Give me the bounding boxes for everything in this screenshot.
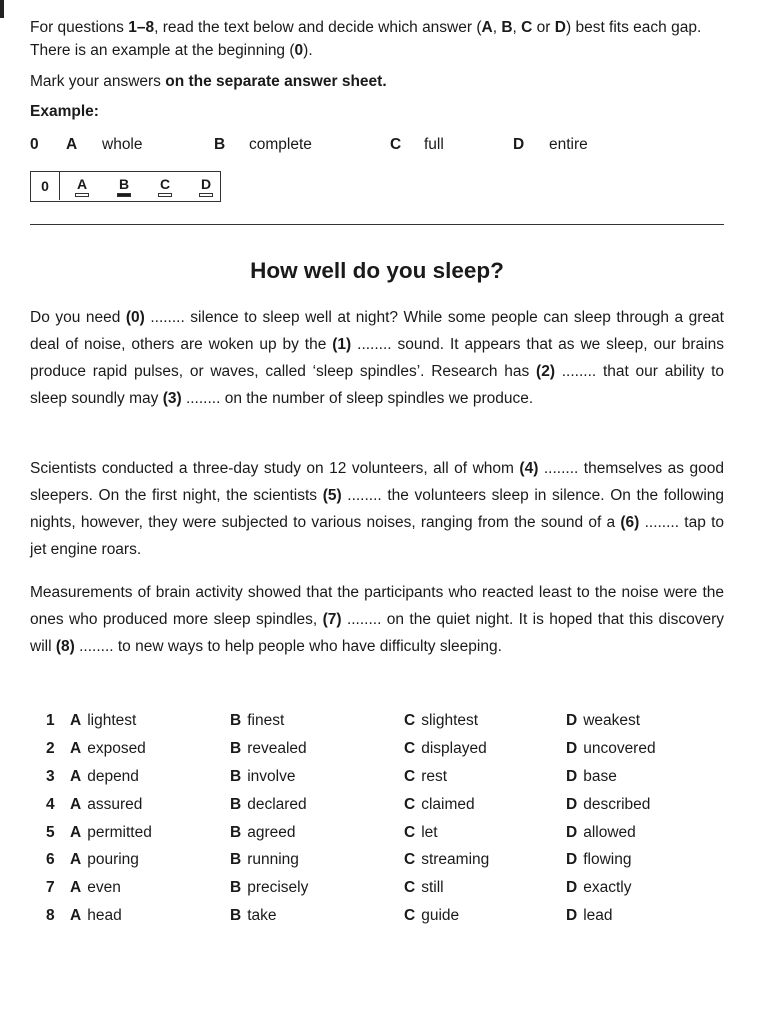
answer-mark-c	[158, 193, 172, 197]
option-a-word: assured	[87, 795, 143, 813]
option-d-word: allowed	[583, 823, 636, 841]
option-number: 7	[46, 879, 55, 897]
gap-number: (2)	[536, 363, 555, 380]
example-answer-box	[30, 171, 221, 202]
option-row	[30, 879, 724, 907]
answer-box-option-b	[115, 176, 133, 197]
option-c-word: slightest	[421, 712, 479, 729]
option-a: A even	[70, 879, 121, 897]
paragraph-text: ........ silence to sleep well at night? While some people can sleep through a great deal of noise, others are woken up by the	[30, 309, 724, 353]
paragraph-text: Measurements of brain activity showed that the participants who reacted least to the noise were the ones who produced more sleep spindles,	[30, 584, 724, 628]
answer-box-option-c	[156, 176, 174, 197]
option-a: A pouring	[70, 851, 139, 869]
paragraph-text: ........ to new ways to help people who have difficulty sleeping.	[74, 638, 502, 655]
answer-mark-d	[199, 193, 213, 197]
option-a: A head	[70, 907, 122, 925]
answer-letter: A	[76, 176, 88, 192]
paragraph-text: ........ on the quiet night. It is hoped that this discovery will	[30, 611, 724, 655]
example-word-a: whole	[102, 136, 143, 153]
gap-number: (5)	[322, 487, 342, 504]
option-c: C slightest	[404, 712, 479, 729]
example-letter-d: D	[513, 136, 525, 153]
option-b: B finest	[230, 712, 285, 729]
gap-number: (3)	[162, 390, 182, 407]
paragraph-text: ........ themselves as good sleepers. On the first night, the scientists	[30, 460, 725, 504]
answer-letter: C	[159, 176, 171, 192]
option-d-word: uncovered	[583, 739, 656, 757]
option-a: A assured	[70, 795, 143, 813]
option-c: C still	[404, 879, 444, 897]
option-a-word: lightest	[87, 712, 137, 729]
article-title: How well do you sleep?	[250, 258, 504, 283]
paragraph-text: ........ the volunteers sleep in silence. On the following nights, however, they were subjected to various noises, ranging from the sound of a	[30, 487, 725, 531]
paragraph-text: ........ sound. It appears that as we sleep, our brains produce rapid pulses, or waves, called ‘sleep spindles’. Research has	[30, 336, 724, 380]
instr-text: For questions	[30, 19, 129, 36]
paragraph-text: ........ that our ability to sleep soundly may	[30, 363, 725, 407]
answer-mark-a	[75, 193, 89, 197]
option-number: 3	[46, 767, 55, 785]
gap-number: (1)	[332, 336, 352, 353]
option-b-word: precisely	[247, 879, 309, 897]
option-row	[30, 768, 724, 796]
option-d-word: lead	[583, 907, 613, 925]
instr-emphasis: on the separate answer sheet.	[165, 73, 387, 90]
option-d-word: weakest	[583, 712, 641, 729]
example-number: 0	[30, 136, 39, 153]
option-c-word: displayed	[421, 739, 487, 757]
gap-number: (8)	[55, 638, 75, 655]
option-b: B take	[230, 907, 277, 925]
article-paragraph-3	[30, 579, 724, 660]
option-a: A lightest	[70, 712, 137, 729]
option-d: D exactly	[566, 879, 632, 897]
option-d: D base	[566, 767, 617, 785]
option-a: A exposed	[70, 739, 146, 757]
option-b-word: involve	[247, 767, 296, 785]
option-d-word: base	[583, 767, 617, 785]
answer-letter: B	[118, 176, 130, 192]
gap-number: (4)	[519, 460, 539, 477]
section-divider	[30, 224, 724, 225]
page-edge-mark	[0, 0, 4, 18]
option-c: C let	[404, 823, 438, 841]
option-number: 1	[46, 712, 55, 729]
option-c: C rest	[404, 767, 448, 785]
option-c-word: claimed	[421, 795, 475, 813]
option-row	[30, 824, 724, 852]
paragraph-text: Scientists conducted a three-day study on 12 volunteers, all of whom	[30, 460, 520, 477]
option-number: 6	[46, 851, 55, 869]
option-number: 4	[46, 795, 55, 813]
option-b-word: agreed	[247, 823, 296, 841]
option-number: 5	[46, 823, 55, 841]
example-word-d: entire	[549, 136, 588, 153]
option-a: A depend	[70, 767, 139, 785]
option-a-word: pouring	[87, 851, 139, 869]
example-word-b: complete	[249, 136, 312, 153]
option-b: B agreed	[230, 823, 296, 841]
option-c: C streaming	[404, 851, 490, 869]
option-c-word: streaming	[421, 851, 490, 869]
option-a: A permitted	[70, 823, 152, 841]
answer-mark-b	[117, 193, 131, 197]
example-letter-a: A	[66, 136, 78, 153]
instr-letter: B	[501, 19, 513, 36]
example-label: Example:	[30, 103, 99, 120]
option-c: C claimed	[404, 795, 475, 813]
option-d: D weakest	[566, 712, 641, 729]
instr-range: 1–8	[128, 19, 155, 36]
option-b-word: take	[247, 907, 277, 925]
option-row	[30, 712, 724, 740]
option-c: C displayed	[404, 739, 487, 757]
option-number: 2	[46, 739, 55, 757]
example-word-c: full	[424, 136, 444, 153]
option-a-word: even	[87, 879, 121, 897]
instr-text: , read the text below and decide which answer (	[154, 19, 482, 36]
article-paragraph-1	[30, 304, 724, 412]
instr-example-num: 0	[294, 42, 304, 59]
example-letter-b: B	[214, 136, 226, 153]
instr-letter: A	[481, 19, 493, 36]
option-row	[30, 796, 724, 824]
instructions-text: For questions 1–8, read the text below and decide which answer (A, B, C or D) best fits each gap. There is an example at the beginning (0).	[30, 19, 702, 59]
instr-letter: C	[521, 19, 533, 36]
option-a-word: head	[87, 907, 122, 925]
option-d: D uncovered	[566, 739, 656, 757]
option-a-word: depend	[87, 767, 139, 785]
option-d-word: described	[583, 795, 651, 813]
mark-instruction	[30, 70, 724, 93]
answer-box-option-a	[73, 176, 91, 197]
article-paragraph-2	[30, 455, 724, 563]
option-b: B precisely	[230, 879, 309, 897]
paragraph-text: ........ tap to jet engine roars.	[30, 514, 724, 558]
gap-number: (6)	[620, 514, 640, 531]
option-a-word: permitted	[87, 823, 152, 841]
gap-number: (0)	[125, 309, 145, 326]
instr-text: or	[532, 19, 555, 36]
option-c-word: still	[421, 879, 444, 897]
option-d-word: exactly	[583, 879, 632, 897]
option-d: D lead	[566, 907, 613, 925]
option-b-word: finest	[247, 712, 285, 729]
instr-letter: D	[554, 19, 566, 36]
option-b: B declared	[230, 795, 307, 813]
option-d: D described	[566, 795, 651, 813]
paragraph-text: ........ on the number of sleep spindles we produce.	[181, 390, 534, 407]
answer-options-list	[30, 712, 724, 935]
option-c-word: guide	[421, 907, 460, 925]
option-row	[30, 851, 724, 879]
option-b: B running	[230, 851, 299, 869]
example-letter-c: C	[390, 136, 402, 153]
option-d: D allowed	[566, 823, 636, 841]
option-d: D flowing	[566, 851, 632, 869]
option-b-word: running	[247, 851, 299, 869]
instr-text: ).	[303, 42, 313, 59]
instr-text: ) best fits each gap. There is an example at the beginning (	[30, 19, 702, 59]
option-b: B involve	[230, 767, 296, 785]
instructions	[30, 16, 724, 93]
option-a-word: exposed	[87, 739, 146, 757]
option-b: B revealed	[230, 739, 307, 757]
answer-letter: D	[200, 176, 212, 192]
answer-box-option-d	[197, 176, 215, 197]
option-b-word: revealed	[247, 739, 307, 757]
option-row	[30, 907, 724, 935]
answer-box-number: 0	[31, 172, 60, 200]
option-c-word: let	[421, 823, 438, 841]
gap-number: (7)	[322, 611, 342, 628]
option-row	[30, 740, 724, 768]
example-options-row	[30, 136, 724, 160]
option-c-word: rest	[421, 767, 448, 785]
option-number: 8	[46, 907, 55, 925]
paragraph-text: Do you need	[30, 309, 126, 326]
option-c: C guide	[404, 907, 460, 925]
option-d-word: flowing	[583, 851, 632, 869]
instr-text: Mark your answers	[30, 73, 166, 90]
option-b-word: declared	[247, 795, 307, 813]
